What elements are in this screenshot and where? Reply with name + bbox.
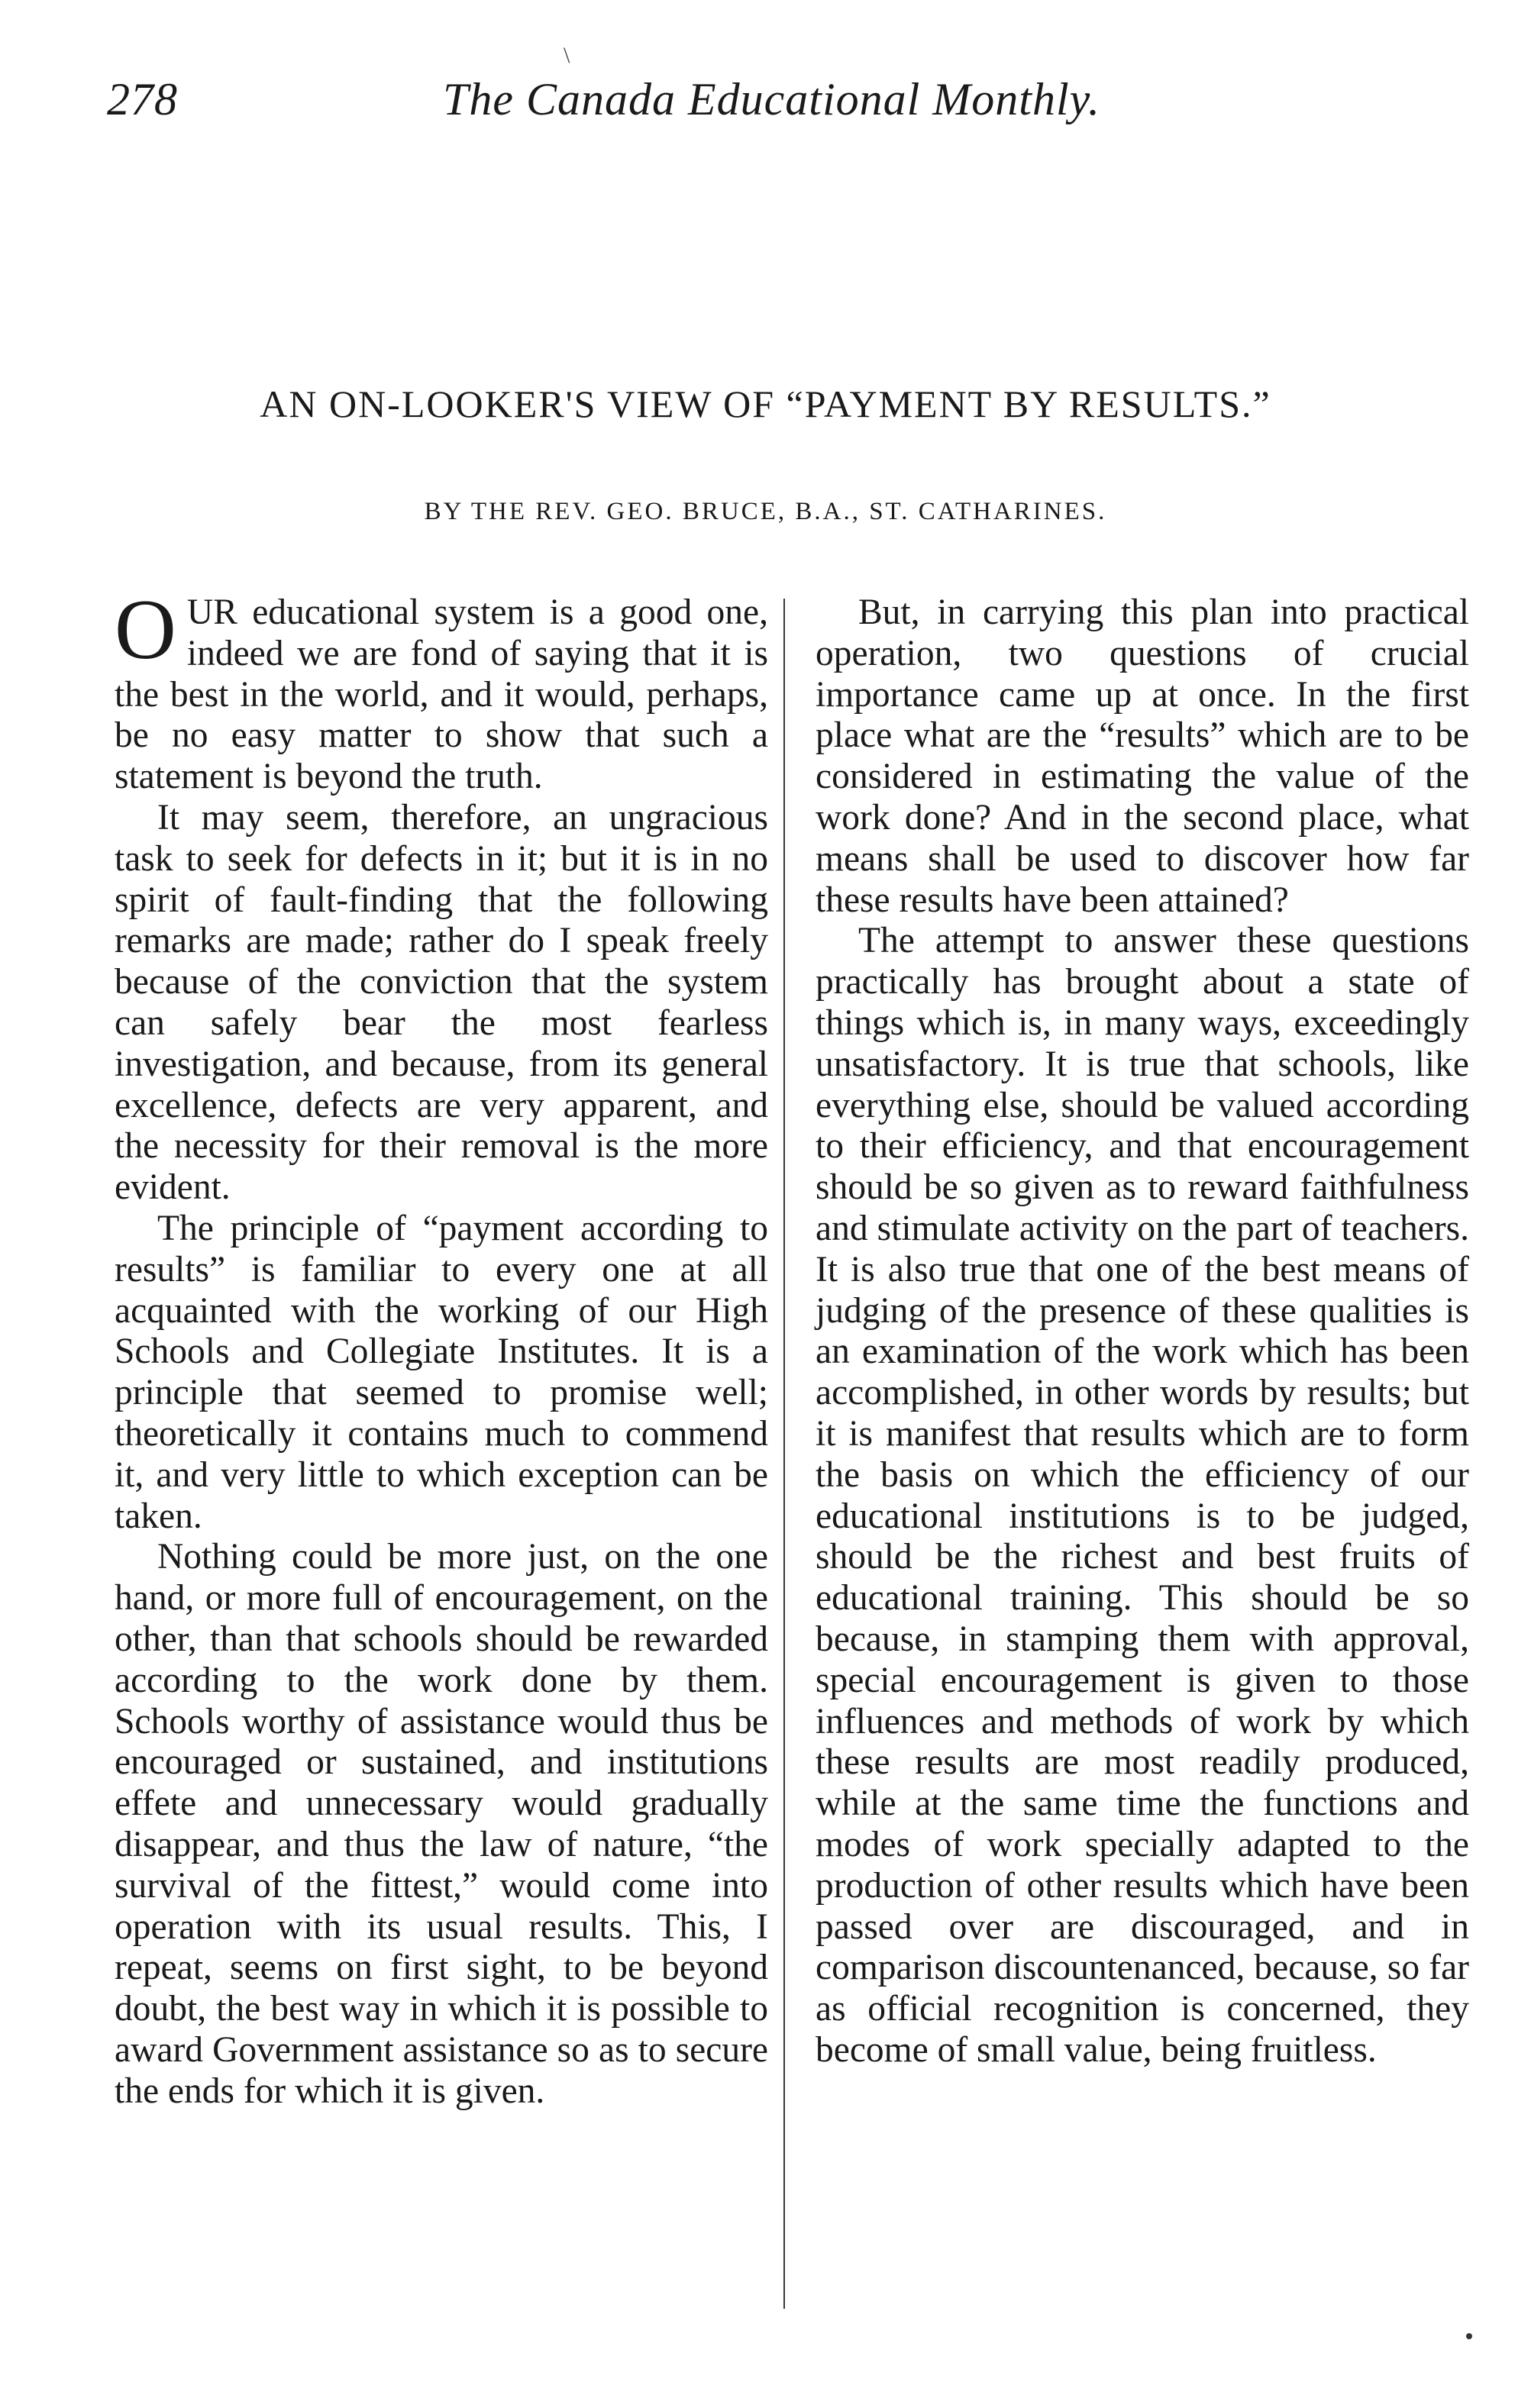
column-divider <box>783 599 785 2309</box>
print-mark: \ <box>564 43 570 68</box>
paragraph-4: Nothing could be more just, on the one hand, or more full of encouragement, on the other, than that schools should be rewarded according to the work done by them. Schools worthy of assistance would thus be encouraged or sustained, and institutions effete and unnecessary would gradually disappear, and thus the law of nature, “the survival of the fittest,” would come into operation with its usual results. This, I repeat, seems on first sight, to be beyond doubt, the best way in which it is possible to award Government assistance so as to secure the ends for which it is given. <box>115 1537 768 2111</box>
paragraph-5: But, in carrying this plan into practical operation, two questions of crucial importance came up at once. In the first place what are the “results” which are to be considered in estimating the value of the work done? And in the second place, what means shall be used to discover how far these results have been attained? <box>816 592 1469 920</box>
page-number: 278 <box>107 74 178 124</box>
article-title: AN ON-LOOKER'S VIEW OF “PAYMENT BY RESULTS.” <box>260 383 1271 425</box>
paragraph-1-text: UR educational system is a good one, indeed we are fond of saying that it is the best in the world, and it would, perhaps, be no easy matter to show that such a statement is beyond the truth. <box>115 592 768 797</box>
paragraph-1 <box>115 583 768 798</box>
paragraph-6: The attempt to answer these questions practically has brought about a state of things which is, in many ways, exceedingly unsatisfactory. It is true that schools, like everything else, should be valued according to their efficiency, and that encouragement should be so given as to reward faithfulness and stimulate activity on the part of teachers. It is also true that one of the best means of judging of the presence of these qualities is an examination of the work which has been accomplished, in other words by results; but it is manifest that results which are to form the basis on which the efficiency of our educational institutions is to be judged, should be the richest and best fruits of educational training. This should be so because, in stamping them with approval, special encouragement is given to those influences and methods of work by which these results are most readily produced, while at the same time the functions and modes of work specially adapted to the production of other results which have been passed over are discouraged, and in comparison discountenanced, because, so far as official recognition is concerned, they become of small value, being fruitless. <box>816 921 1469 2070</box>
journal-title: The Canada Educational Monthly. <box>443 74 1100 124</box>
article-byline: BY THE REV. GEO. BRUCE, B.A., ST. CATHARINES. <box>424 498 1107 525</box>
paragraph-3: The principle of “payment according to results” is familiar to every one at all acquainted with the working of our High Schools and Collegiate Institutes. It is a principle that seemed to promise well; theoretically it contains much to commend it, and very little to which exception can be taken. <box>115 1208 768 1536</box>
drop-cap: O <box>115 583 176 677</box>
running-head <box>107 73 1481 142</box>
page-dot <box>1466 2333 1472 2339</box>
paragraph-2: It may seem, therefore, an ungracious task to seek for defects in it; but it is in no spirit of fault-finding that the following remarks are made; rather do I speak freely because of the conviction that the system can safely bear the most fearless investigation, and because, from its general excellence, defects are very apparent, and the necessity for their removal is the more evident. <box>115 797 768 1208</box>
left-column <box>115 583 768 2112</box>
right-column <box>816 592 1469 2071</box>
